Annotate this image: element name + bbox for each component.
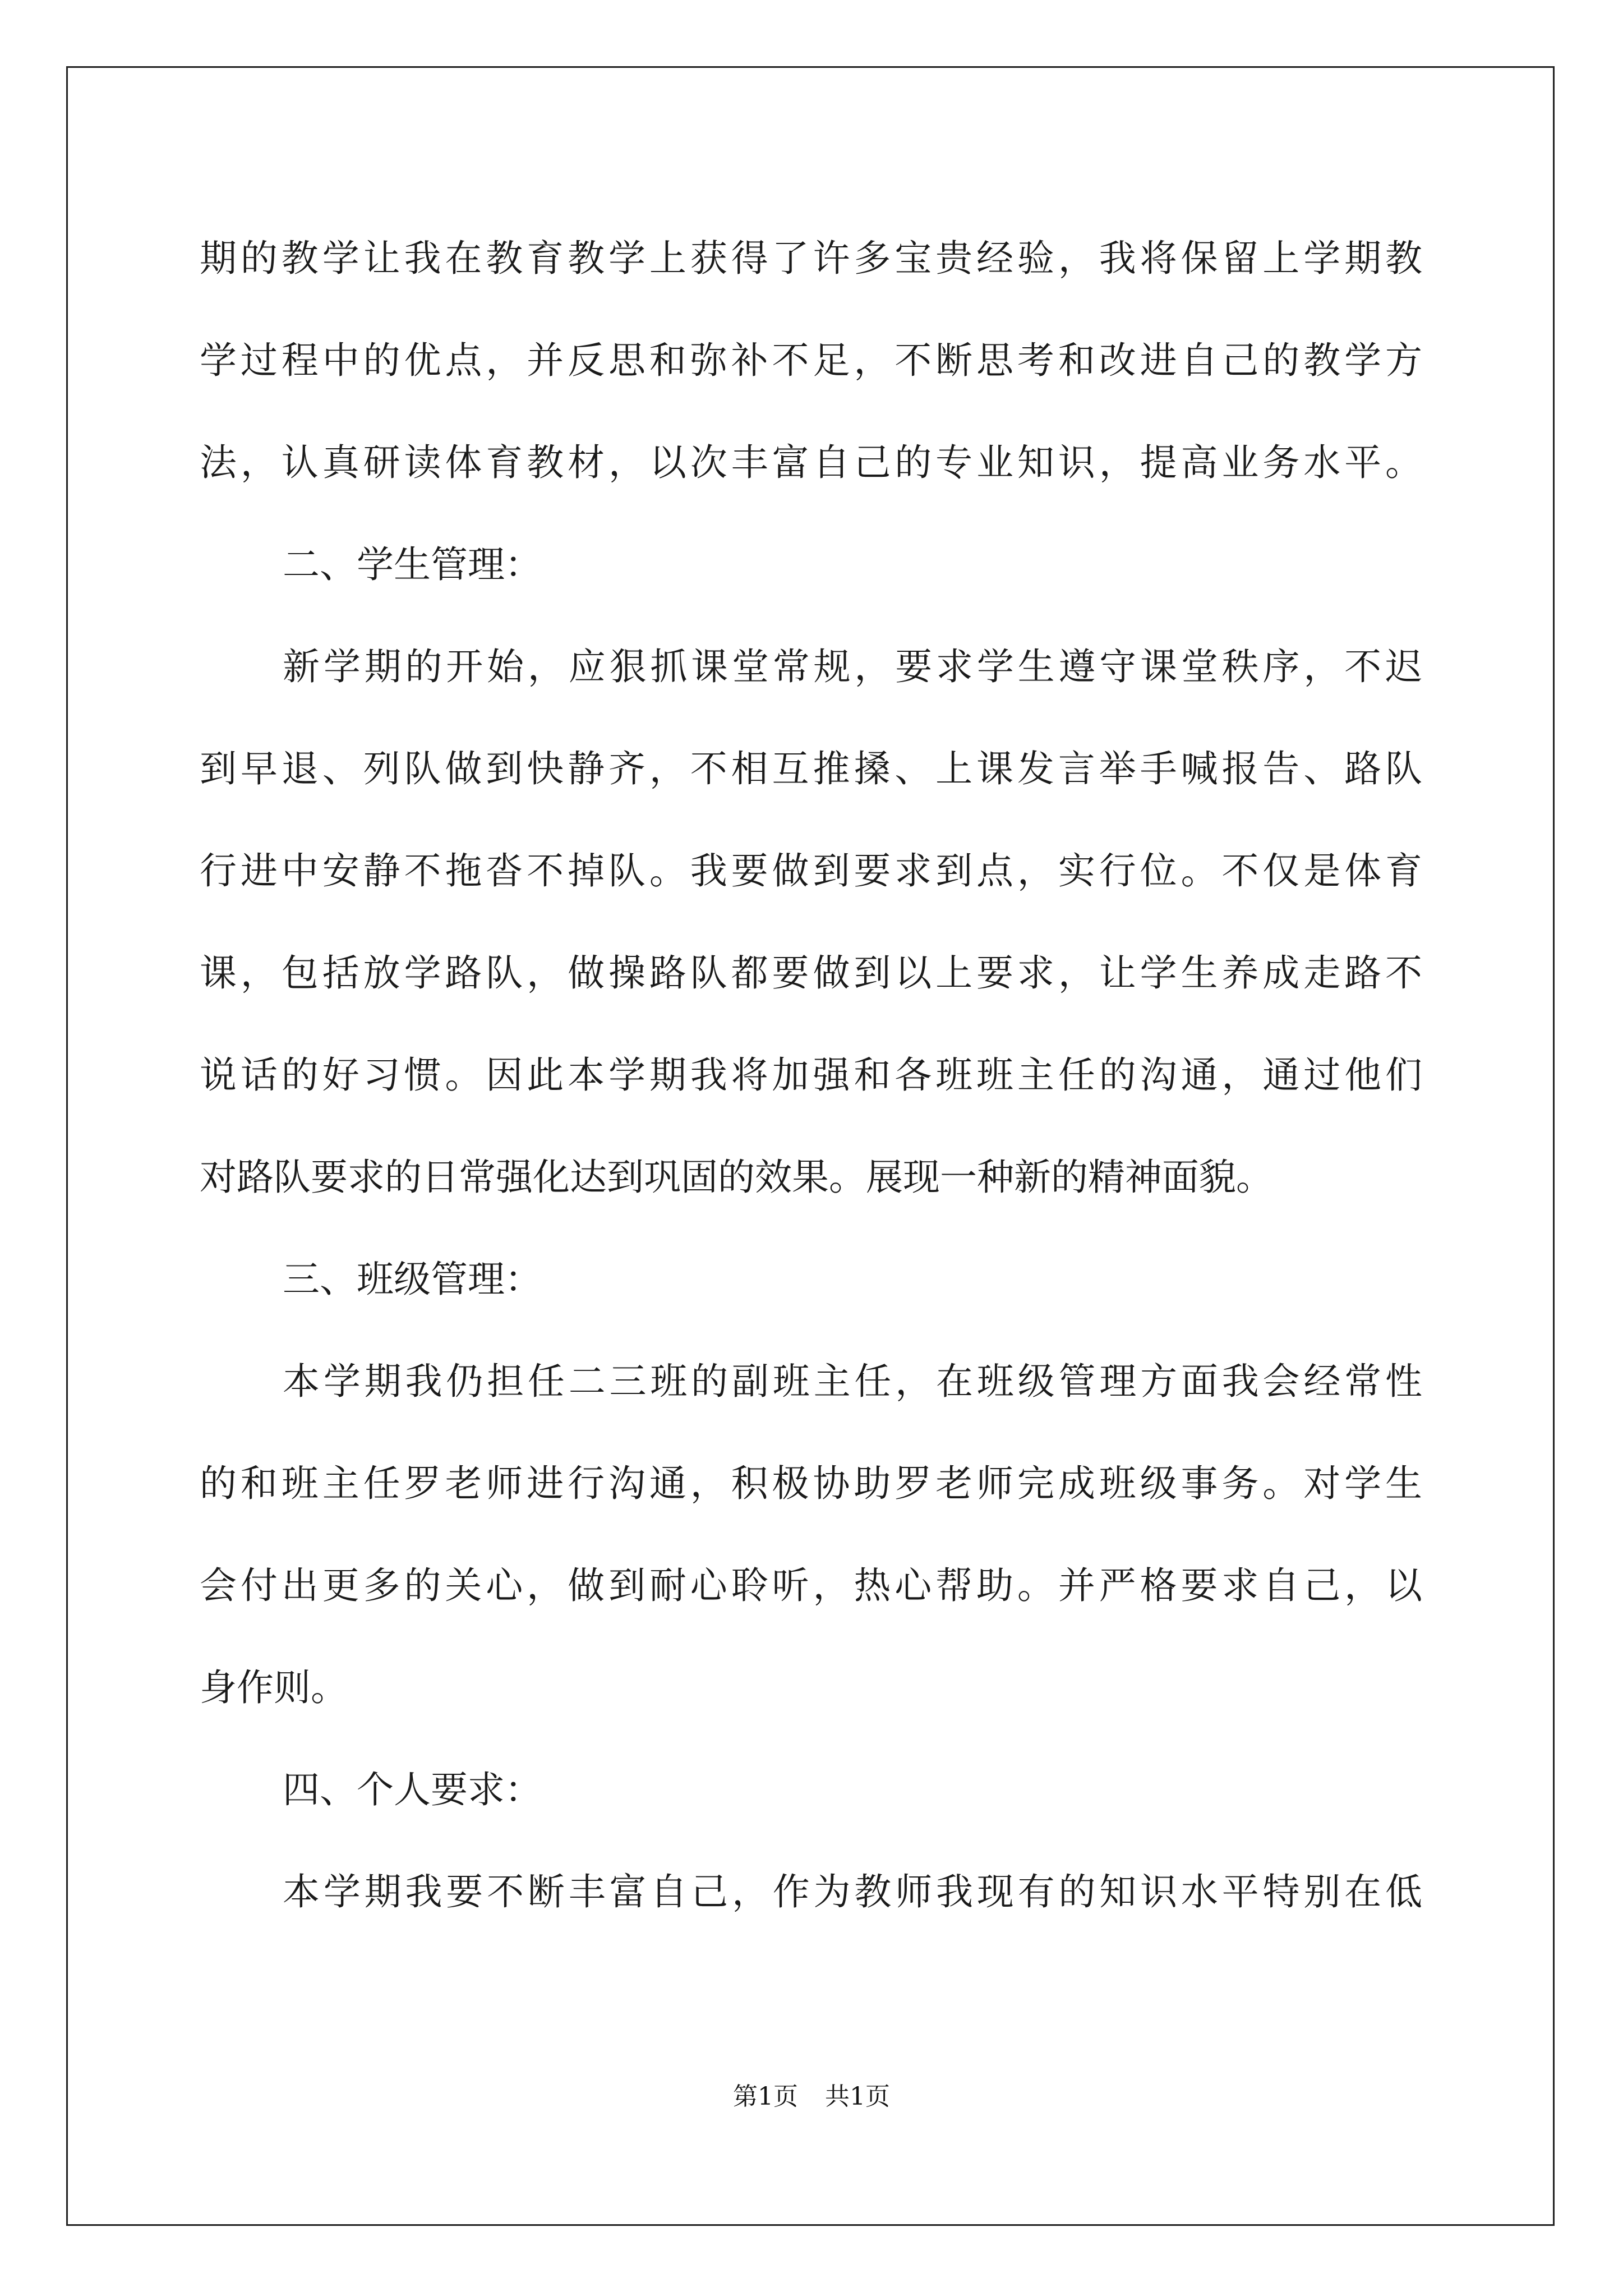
text-line: 课，包括放学路队，做操路队都要做到以上要求，让学生养成走路不 xyxy=(200,951,1422,995)
text-line: 学过程中的优点，并反思和弥补不足，不断思考和改进自己的教学方 xyxy=(200,339,1422,382)
text-line: 二、学生管理： xyxy=(283,543,542,586)
text-line: 本学期我要不断丰富自己，作为教师我现有的知识水平特别在低 xyxy=(283,1870,1422,1913)
text-line: 对路队要求的日常强化达到巩固的效果。展现一种新的精神面貌。 xyxy=(200,1156,1273,1199)
page-footer xyxy=(0,2080,1623,2114)
text-line: 期的教学让我在教育教学上获得了许多宝贵经验，我将保留上学期教 xyxy=(200,237,1422,280)
text-line: 法，认真研读体育教材，以次丰富自己的专业知识，提高业务水平。 xyxy=(200,441,1422,484)
text-line: 说话的好习惯。因此本学期我将加强和各班班主任的沟通，通过他们 xyxy=(200,1053,1422,1097)
page-number-total: 共1页 xyxy=(825,2082,890,2111)
text-line: 本学期我仍担任二三班的副班主任，在班级管理方面我会经常性 xyxy=(283,1360,1422,1403)
text-line: 到早退、列队做到快静齐，不相互推搡、上课发言举手喊报告、路队 xyxy=(200,747,1422,790)
text-line: 四、个人要求： xyxy=(283,1768,542,1811)
text-line: 行进中安静不拖沓不掉队。我要做到要求到点，实行位。不仅是体育 xyxy=(200,849,1422,892)
text-line: 会付出更多的关心，做到耐心聆听，热心帮助。并严格要求自己，以 xyxy=(200,1564,1422,1607)
text-line: 身作则。 xyxy=(200,1666,348,1709)
page-number-current: 第1页 xyxy=(733,2082,798,2111)
document-body xyxy=(200,208,1422,1943)
text-line: 的和班主任罗老师进行沟通，积极协助罗老师完成班级事务。对学生 xyxy=(200,1462,1422,1505)
text-line: 三、班级管理： xyxy=(283,1258,542,1301)
text-line: 新学期的开始，应狠抓课堂常规，要求学生遵守课堂秩序，不迟 xyxy=(283,645,1422,688)
